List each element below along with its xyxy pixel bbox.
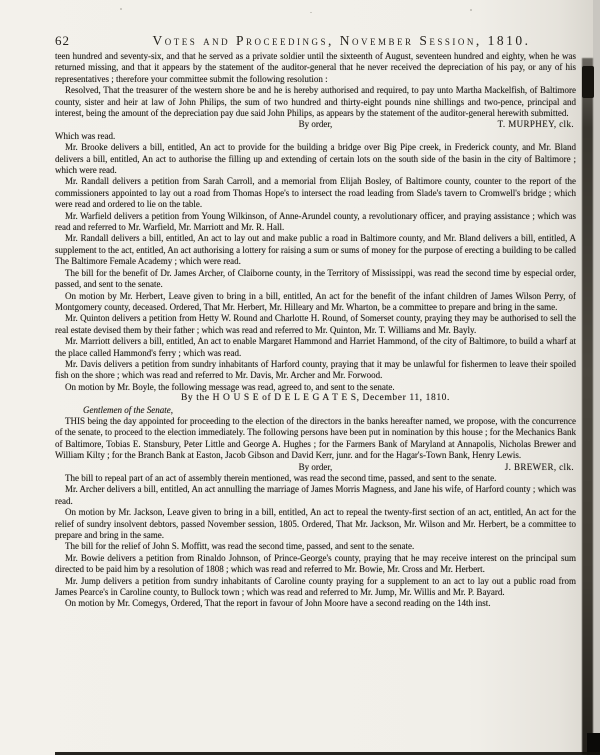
clerk-signature: J. BREWER, clk.	[504, 461, 574, 472]
clerk-signature: T. MURPHEY, clk.	[497, 119, 574, 130]
page-number: 62	[55, 33, 70, 48]
scan-speck	[310, 12, 312, 13]
paragraph: Which was read.	[55, 130, 116, 141]
scan-right-edge	[593, 0, 600, 755]
paragraph: On motion by Mr. Comegys, Ordered, That the report in favour of John Moore have a second reading on the 14th inst.	[65, 598, 491, 609]
paragraph: On motion by Mr. Jackson, Leave given to bring in a bill, entitled, An act to repeal the twenty-first section of an act, entitled, An act for the relief of sundry insolvent debtors, passed November session, 1805. Ordered, That Mr. Jackson, Mr. Wilson and Mr. Herbert, be a committee to prepare and bring in the same.	[55, 507, 576, 541]
scan-gutter-shadow	[582, 58, 593, 755]
paragraph: The bill for the relief of John S. Moffitt, was read the second time, passed, and sent to the senate.	[65, 541, 415, 552]
paragraph: THIS being the day appointed for proceeding to the election of the directors in the banks hereafter named, we propose, with the concurrence of the senate, to proceed to the election immediately. The following persons have been put in nomination by this house ; for the Mechanics Bank of Baltimore, Tobias E. Stansbury, Peter Little and George A. Hughes ; for the Farmers Bank of Maryland at Annapolis, Nicholas Brewer and William Kilty ; for the Branch Bank at Easton, Jacob Gibson and David Kerr, junr. and for the Hagar's-Town Bank, Henry Lewis.	[55, 415, 576, 461]
paragraph: Mr. Jump delivers a petition from sundry inhabitants of Caroline county praying for a supplement to an act to lay out a public road from James Pearce's in Caroline county, to Bullock town ; which was read and referred to Mr. Jump, Mr. Willis and Mr. P. Bayard.	[55, 575, 576, 598]
paragraph: Mr. Bowie delivers a petition from Rinaldo Johnson, of Prince-George's county, praying that he may receive interest on the principal sum directed to be paid him by a resolution of 1808 ; which was read and referred to Mr. Bowie, Mr. Cross and Mr. Herbert.	[55, 552, 576, 575]
page-body	[55, 51, 576, 751]
by-order-line	[55, 119, 576, 130]
page-header	[55, 33, 570, 49]
scan-gutter-cap	[582, 66, 594, 98]
scan-speck	[120, 8, 122, 10]
paragraph: Mr. Warfield delivers a petition from Young Wilkinson, of Anne-Arundel county, a revolutionary officer, and praying assistance ; which was read and referred to Mr. Warfield, Mr. Marriott and Mr. R. Hall.	[55, 210, 576, 233]
paragraph: By the H O U S E of D E L E G A T E S, December 11, 1810.	[180, 393, 451, 404]
by-order-label: By order,	[298, 461, 333, 472]
paragraph: teen hundred and seventy-six, and that he served as a private soldier until the sixteenth of August, seventeen hundred and eighty, when he was returned missing, and that it appears by the statement of the auditor-general that he never received the depreciation of his pay, or any of his representatives ; therefore your committee submit the following resolution :	[55, 51, 576, 84]
paragraph: The bill to repeal part of an act of assembly therein mentioned, was read the second time, passed, and sent to the senate.	[65, 473, 497, 483]
paragraph: Mr. Quinton delivers a petition from Hetty W. Round and Charlotte H. Round, of Somerset county, praying they may be authorised to sell the real estate devised them by their father ; which was read and referred to Mr. Quinton, Mr. T. Williams and Mr. Bayly.	[55, 313, 576, 335]
paragraph: Mr. Randall delivers a petition from Sarah Carroll, and a memorial from Elijah Bosley, of Baltimore county, counter to the report of the commissioners appointed to lay out a road from Thomas Hope's to intersect the road leading from Slade's tavern to Cromwell's bridge ; which were read and ordered to lie on the table.	[55, 176, 576, 210]
running-title: Votes and Proceedings, November Session, 1810.	[152, 33, 531, 48]
by-order-label: By order,	[298, 119, 333, 130]
scan-speck	[470, 9, 472, 11]
paragraph: Mr. Brooke delivers a bill, entitled, An act to provide for the building a bridge over Big Pipe creek, in Frederick county, and Mr. Bland delivers a bill, entitled, An act to authorise the filling up and extending of certain lots on the south side of the basin in the city of Baltimore ; which were read.	[55, 142, 576, 176]
paragraph: Gentlemen of the Senate,	[83, 404, 173, 415]
by-order-line	[55, 462, 576, 473]
paragraph: On motion by Mr. Herbert, Leave given to bring in a bill, entitled, An act for the benefit of the infant children of James Wilson Perry, of Montgomery county, deceased. Ordered, That Mr. Herbert, Mr. Hilleary and Mr. Wharton, be a committee to prepare and bring in the same.	[55, 290, 576, 312]
paragraph: Mr. Marriott delivers a bill, entitled, An act to enable Margaret Hammond and Harriet Hammond, of the city of Baltimore, to build a wharf at the place called Hammond's ferry ; which was read.	[55, 336, 576, 358]
paragraph: The bill for the benefit of Dr. James Archer, of Claiborne county, in the Territory of Mississippi, was read the second time by especial order, passed, and sent to the senate.	[55, 267, 576, 290]
paragraph: Mr. Randall delivers a bill, entitled, An act to lay out and make public a road in Baltimore county, and Mr. Bland delivers a bill, entitled, A supplement to the act, entitled, An act authorising a lottery for raising a sum or sums of money for the purpose of erecting a building to be called The Baltimore Female Academy ; which were read.	[55, 233, 576, 267]
paragraph: On motion by Mr. Boyle, the following message was read, agreed to, and sent to the senate.	[65, 381, 395, 392]
paragraph: Mr. Archer delivers a bill, entitled, An act annulling the marriage of James Morris Magness, and Jane his wife, of Harford county ; which was read.	[55, 484, 576, 506]
paragraph: Resolved, That the treasurer of the western shore be and he is hereby authorised and required, to pay unto Martha Mackelfish, of Baltimore county, sister and heir at law of John Philips, the sum of two hundred and thirty-eight pounds nine shillings and two-pence, principal and interest, being the amount of the depreciation pay due said John Philips, as appears by the statement of the auditor-general herewith submitted.	[55, 85, 576, 119]
paragraph: Mr. Davis delivers a petition from sundry inhabitants of Harford county, praying that it may be unlawful for fishermen to leave their spoiled fish on the shore ; which was read and referred to Mr. Davis, Mr. Archer and Mr. Forwood.	[55, 358, 576, 381]
